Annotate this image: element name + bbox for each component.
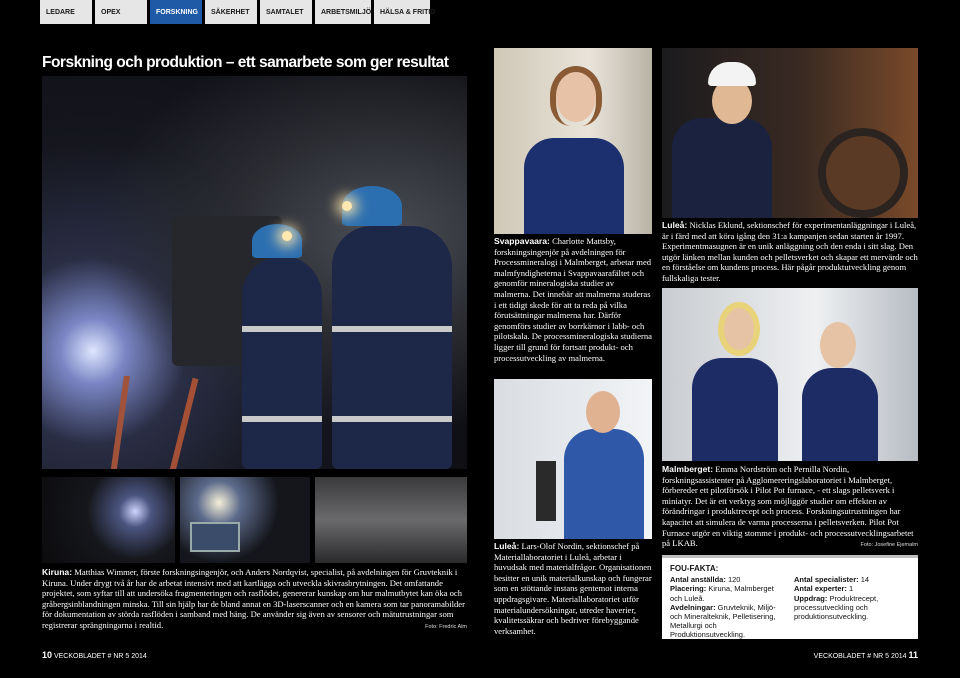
headlamp [282, 231, 292, 241]
photo-nicklas-eklund [662, 48, 918, 218]
caption-text: Emma Nordström och Pernilla Nordin, forskningsassistenter på Agglomereringslaboratoriet i Malmberget, förbereder ett pilotförsök i Pilot Pot furnace, - ett slags pelletsverk i miniatyr. Det är ett verktyg som möjliggör studier om effekten av förändringar i produktrecept och process. Forskningsutrustningen har kapacitet att simulera de varma processerna i pelletsverken. Pilot Pot Furnace utgör en viktig stomme i produkt- och processutvecklingsarbetet på LKAB. [662, 464, 914, 549]
fou-item: Antal experter: 1 [794, 584, 854, 594]
fou-title: FOU-FAKTA: [670, 564, 719, 573]
caption-svappavaara [494, 236, 652, 363]
caption-text: Matthias Wimmer, förste forskningsingenjör, och Anders Nordqvist, specialist, på avdelningen för Gruvteknik i Kiruna. Under drygt två år har de arbetat intensivt med att kartlägga och utveckla skivrasbrytningen. Det omfattande projektet, som syftar till att undersöka fragmenteringen och rasflödet, genererar kunskap om hur malmutbytet kan öka och gråbergsinblandningen minska. Till sin hjälp har de bland annat en 3D-laserscanner och en kamera som tar panoramabilder för dokumentation av störda rasflöden i samband med häng. De använder sig även av sensorer och mätutrustningar som registrerar sprängningarna i realtid. [42, 567, 465, 630]
tab-forskning[interactable]: FORSKNING [150, 0, 202, 24]
worker-figure [242, 256, 322, 469]
page-number: 11 [908, 650, 918, 660]
headlamp [342, 201, 352, 211]
main-photo-mine [42, 76, 467, 469]
fou-left-column [670, 575, 786, 639]
section-tabs [40, 0, 436, 24]
tab-ledare[interactable]: LEDARE [40, 0, 92, 24]
fou-item: Avdelningar: Gruvteknik, Miljö- och Mineralteknik, Pelletisering, Metallurgi och Produktionsutveckling. [670, 602, 776, 640]
photo-charlotte-mattsby [494, 48, 652, 234]
caption-lulea-lars [494, 541, 652, 636]
worker-figure [332, 226, 452, 469]
caption-kiruna [42, 567, 467, 633]
fou-fakta-box [662, 555, 918, 639]
photo-emma-pernilla [662, 288, 918, 461]
folio-right [814, 650, 918, 660]
tab-halsa-fritid[interactable]: HÄLSA & FRITID [374, 0, 430, 24]
photo-credit: Foto: Fredric Alm [425, 623, 467, 630]
folio-text: VECKOBLADET # NR 5 2014 [53, 653, 147, 660]
tripod-shape [100, 376, 244, 469]
folio-text: VECKOBLADET # NR 5 2014 [813, 653, 907, 660]
tab-arbetsmiljo[interactable]: ARBETSMILJÖ [315, 0, 371, 24]
caption-lulea-nicklas [662, 220, 918, 284]
photo-credit: Foto: Josefine Ejemalm [860, 542, 918, 549]
fou-item: Placering: Kiruna, Malmberget och Luleå. [670, 584, 774, 603]
caption-text: Charlotte Mattsby, forskningsingenjör på avdelningen för Processmineralogi i Malmberget, arbetar med malmfyndigheterna i Svappavaarafältet och genomför mineralogiska studier av malmerna. Det innebär att malmerna studeras i ett tidigt skede för att ta reda på vilka förutsättningar malmerna har. Därför genomförs studier av borrkärnor i labb- och pilotskala. De processmineralogiska studierna ligger till grund för fortsatt produkt- och processutveckling av malmerna. [494, 236, 652, 363]
tab-samtalet[interactable]: SAMTALET [260, 0, 312, 24]
caption-place: Malmberget: [662, 464, 714, 474]
caption-text: Lars-Olof Nordin, sektionschef på Materiallaboratoriet i Luleå, arbetar i huvudsak med materialfrågor. Organisationen besitter en unik materialkunskap och fungerar som en stöttande instans gentemot interna uppdragsgivare. Materiallaboratoriet utför materialundersökningar, utreder haverier, kvalitetssäkrar och bedriver förebyggande verksamhet. [494, 541, 652, 636]
fou-right-column [794, 575, 910, 639]
photo-lars-olof-nordin [494, 379, 652, 539]
tab-sakerhet[interactable]: SÄKERHET [205, 0, 257, 24]
thumb-photo-3 [315, 477, 467, 563]
caption-place: Luleå: [494, 541, 520, 551]
fou-item: Antal anställda: 120 [670, 575, 741, 585]
caption-place: Svappavaara: [494, 236, 550, 246]
fou-item: Antal specialister: 14 [794, 575, 870, 585]
tab-opex[interactable]: OPEX [95, 0, 147, 24]
thumb-photo-2 [180, 477, 310, 563]
caption-place: Kiruna: [42, 567, 73, 577]
fou-item: Uppdrag: Produktrecept, processutveckling och produktionsutveckling. [794, 593, 879, 622]
caption-text: Nicklas Eklund, sektionschef för experimentanläggningar i Luleå, är i färd med att köra igång den 31:a kampanjen sedan starten år 1997. Experimentmasugnen är en unik anläggning och den enda i sitt slag. Den utgör länken mellan kunden och pelletsverket och skapar ett mervärde och en förståelse om kundens process. Här pågår produktutveckling genom fullskaliga tester. [662, 220, 918, 283]
page-number: 10 [42, 650, 53, 660]
headline: Forskning och produktion – ett samarbete som ger resultat [42, 54, 449, 71]
helmet-shape [252, 224, 302, 258]
thumb-photo-1 [42, 477, 175, 563]
caption-place: Luleå: [662, 220, 688, 230]
caption-malmberget [662, 464, 918, 551]
folio-left [42, 650, 147, 660]
